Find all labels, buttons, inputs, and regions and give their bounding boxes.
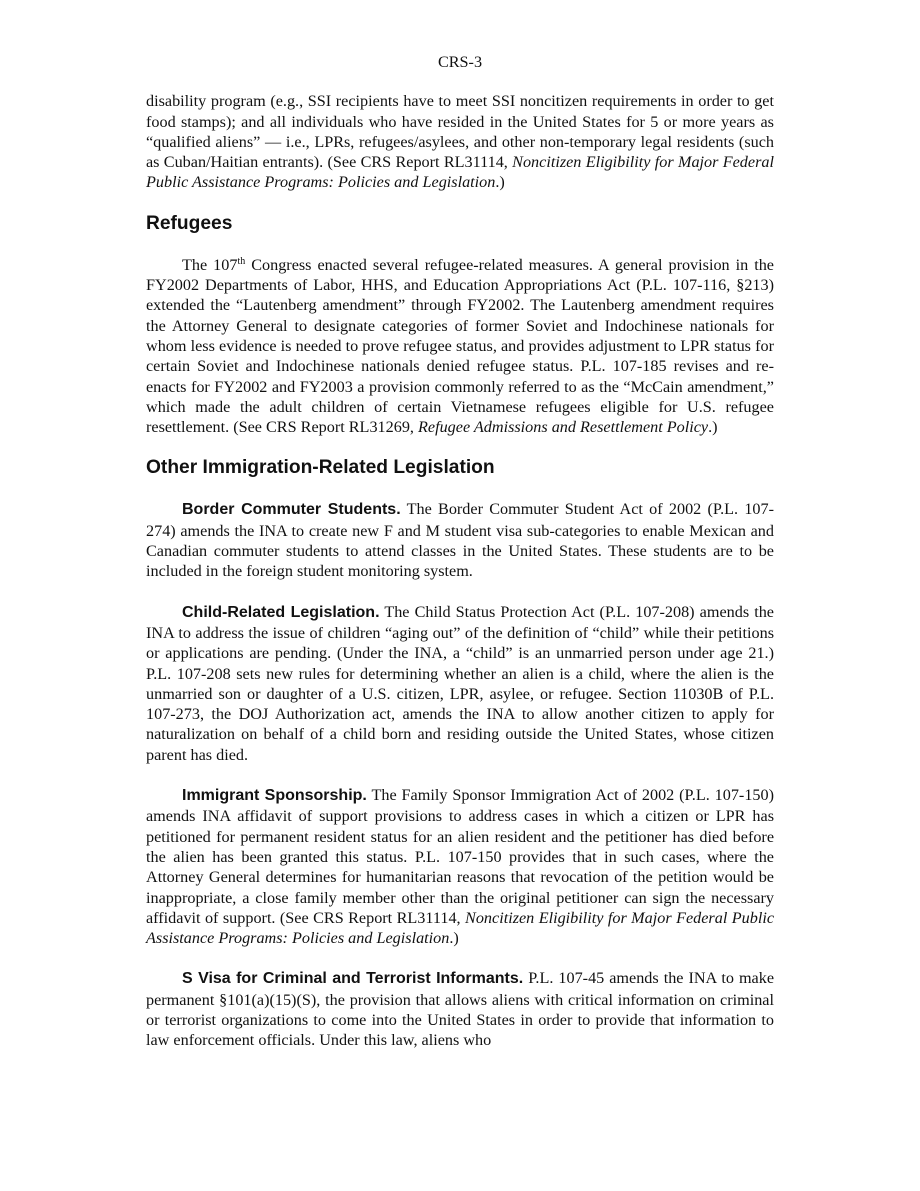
sponsorship-tail: .): [449, 929, 459, 948]
child-related-paragraph: [146, 602, 774, 765]
intro-report-title: Noncitizen Eligibility for Major Federal Public Assistance Programs: Policies and Legislation: [146, 153, 774, 192]
intro-paragraph: [146, 91, 774, 192]
child-related-text: The Child Status Protection Act (P.L. 107-208) amends the INA to address the issue of children “aging out” of the definition of “child” while their petitions or applications are pending. (Under the INA, a “child” is an unmarried person under age 21.) P.L. 107-208 sets new rules for determining whether an alien is a child, where the alien is the unmarried son or daughter of a U.S. citizen, LPR, asylee, or refugee. Section 11030B of P.L. 107-273, the DOJ Authorization act, amends the INA to allow another citizen to apply for naturalization on behalf of a child born and residing outside the United States, whose citizen parent has died.: [146, 602, 774, 764]
immigrant-sponsorship-text: The Family Sponsor Immigration Act of 2002 (P.L. 107-150) amends INA affidavit of support provisions to address cases in which a citizen or LPR has petitioned for permanent resident status for an alien resident and the petitioner has died before the alien has been granted this status. P.L. 107-150 provides that in such cases, where the Attorney General determines for humanitarian reasons that revocation of the petition would be inappropriate, a close family member other than the original petitioner can sign the necessary affidavit of support. (See CRS Report RL31114,: [146, 786, 774, 927]
s-visa-title: S Visa for Criminal and Terrorist Informants.: [182, 970, 524, 988]
page-number: CRS-3: [437, 53, 483, 71]
intro-tail: .): [495, 173, 505, 192]
document-page: [146, 52, 774, 1051]
refugees-pre: The 107: [182, 255, 238, 274]
refugees-text: Congress enacted several refugee-related measures. A general provision in the FY2002 Departments of Labor, HHS, and Education Appropriations Act (P.L. 107-116, §213) extended the “Lautenberg amendment” through FY2002. The Lautenberg amendment requires the Attorney General to designate categories of former Soviet and Indochinese nationals for whom less evidence is needed to prove refugee status, and provides adjustment to LPR status for certain Soviet and Indochinese nationals denied refugee status. P.L. 107-185 revises and re-enacts for FY2002 and FY2003 a provision commonly referred to as the “McCain amendment,” which made the adult children of certain Vietnamese refugees eligible for U.S. refugee resettlement. (See CRS Report RL31269,: [146, 255, 774, 437]
refugees-sup: th: [237, 255, 246, 267]
refugees-tail: .): [708, 418, 718, 437]
sponsorship-report-title: Noncitizen Eligibility for Major Federal Public Assistance Programs: Policies and Legislation: [146, 908, 774, 948]
intro-text: disability program (e.g., SSI recipients have to meet SSI noncitizen requirements in order to get food stamps); and all individuals who have resided in the United States for 5 or more years as “qualified aliens” — i.e., LPRs, refugees/asylees, and other non-temporary legal residents (such as Cuban/Haitian entrants). (See CRS Report RL31114,: [146, 92, 774, 172]
child-related-title: Child-Related Legislation.: [182, 603, 380, 621]
border-commuter-text: The Border Commuter Student Act of 2002 (P.L. 107-274) amends the INA to create new F and M student visa sub-categories to enable Mexican and Canadian commuter students to attend classes in the United States. These students are to be included in the foreign student monitoring system.: [146, 500, 774, 581]
other-legislation-heading: Other Immigration-Related Legislation: [146, 457, 495, 479]
immigrant-sponsorship-paragraph: [146, 785, 774, 948]
refugees-paragraph: [146, 255, 774, 438]
border-commuter-title: Border Commuter Students.: [182, 501, 401, 519]
s-visa-text: P.L. 107-45 amends the INA to make permanent §101(a)(15)(S), the provision that allows aliens with critical information on criminal or terrorist organizations to come into the United States in order to provide that information to law enforcement officials. Under this law, aliens who: [146, 969, 774, 1050]
s-visa-paragraph: [146, 968, 774, 1050]
refugees-heading: Refugees: [146, 212, 233, 234]
refugees-report-title: Refugee Admissions and Resettlement Policy: [418, 418, 709, 437]
immigrant-sponsorship-title: Immigrant Sponsorship.: [182, 787, 367, 805]
border-commuter-paragraph: [146, 499, 774, 581]
